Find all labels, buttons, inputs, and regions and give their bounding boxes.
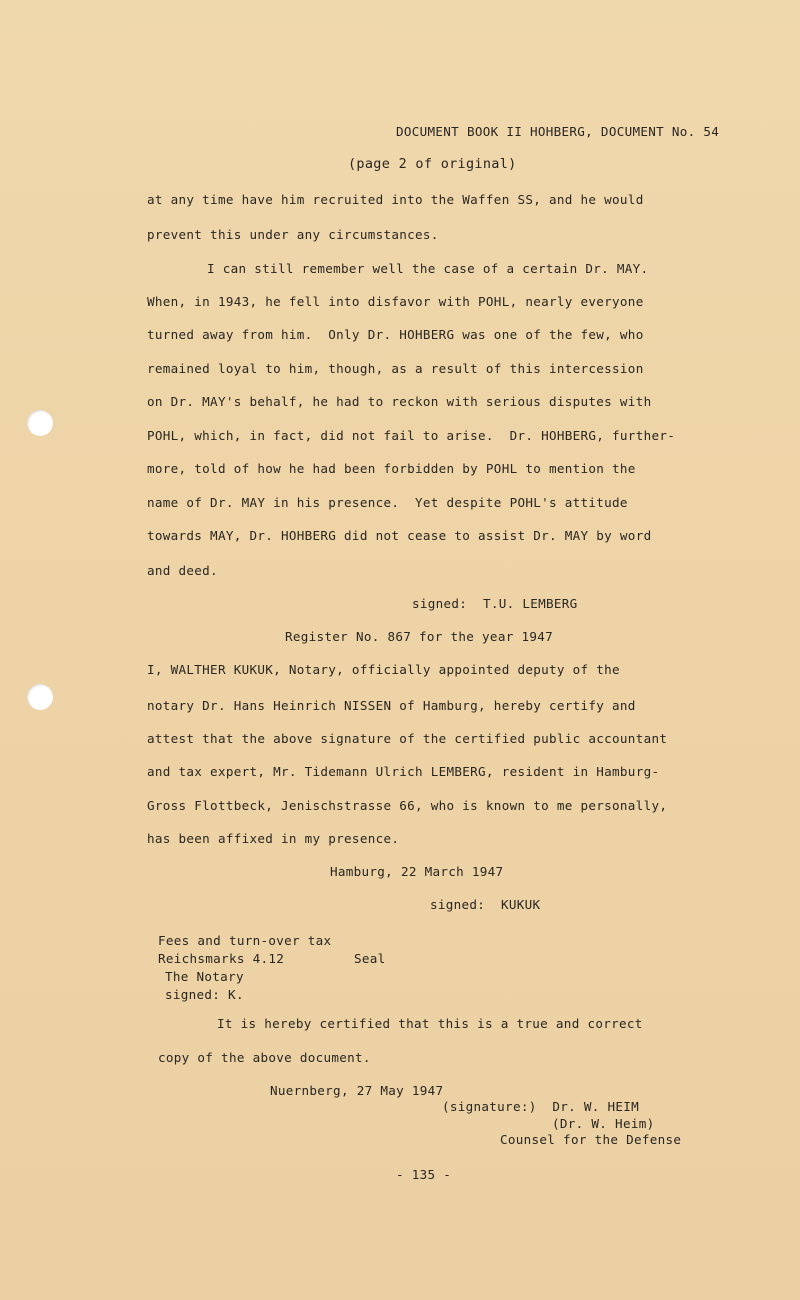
body-line: and deed. <box>147 563 218 578</box>
page-number: - 135 - <box>396 1167 452 1182</box>
certification-place-date: Nuernberg, 27 May 1947 <box>270 1083 444 1098</box>
fees-line: Reichsmarks 4.12 <box>158 951 285 966</box>
body-line: more, told of how he had been forbidden by POHL to mention the <box>147 461 636 476</box>
register-line: I, WALTHER KUKUK, Notary, officially appointed deputy of the <box>147 662 620 677</box>
certification-line: copy of the above document. <box>158 1050 371 1065</box>
register-line: notary Dr. Hans Heinrich NISSEN of Hamburg, hereby certify and <box>147 698 636 713</box>
body-line: I can still remember well the case of a certain Dr. MAY. <box>207 261 649 276</box>
body-line: prevent this under any circumstances. <box>147 227 439 242</box>
certification-title: Counsel for the Defense <box>500 1132 682 1147</box>
signature-lemberg: signed: T.U. LEMBERG <box>412 596 578 611</box>
punch-hole <box>27 410 53 436</box>
punch-hole <box>27 684 53 710</box>
page-note: (page 2 of original) <box>348 156 517 172</box>
register-line: Gross Flottbeck, Jenischstrasse 66, who is known to me personally, <box>147 798 668 813</box>
signature-kukuk: signed: KUKUK <box>430 897 541 912</box>
certification-name: (Dr. W. Heim) <box>552 1116 655 1131</box>
register-heading: Register No. 867 for the year 1947 <box>285 629 553 644</box>
body-line: turned away from him. Only Dr. HOHBERG was one of the few, who <box>147 327 644 342</box>
body-line: on Dr. MAY's behalf, he had to reckon with serious disputes with <box>147 394 652 409</box>
register-line: attest that the above signature of the certified public accountant <box>147 731 668 746</box>
fees-line: signed: K. <box>165 987 244 1002</box>
body-line: When, in 1943, he fell into disfavor with POHL, nearly everyone <box>147 294 644 309</box>
register-line: and tax expert, Mr. Tidemann Ulrich LEMBERG, resident in Hamburg- <box>147 764 660 779</box>
register-place-date: Hamburg, 22 March 1947 <box>330 864 504 879</box>
body-line: remained loyal to him, though, as a result of this intercession <box>147 361 644 376</box>
certification-line: It is hereby certified that this is a true and correct <box>217 1016 643 1031</box>
body-line: name of Dr. MAY in his presence. Yet despite POHL's attitude <box>147 495 628 510</box>
fees-line: The Notary <box>165 969 244 984</box>
seal-label: Seal <box>354 951 386 966</box>
document-reference: DOCUMENT BOOK II HOHBERG, DOCUMENT No. 54 <box>396 124 720 139</box>
fees-line: Fees and turn-over tax <box>158 933 332 948</box>
body-line: towards MAY, Dr. HOHBERG did not cease to assist Dr. MAY by word <box>147 528 652 543</box>
certification-signature: (signature:) Dr. W. HEIM <box>442 1099 640 1114</box>
body-line: POHL, which, in fact, did not fail to arise. Dr. HOHBERG, further- <box>147 428 676 443</box>
register-line: has been affixed in my presence. <box>147 831 400 846</box>
body-line: at any time have him recruited into the Waffen SS, and he would <box>147 192 644 207</box>
